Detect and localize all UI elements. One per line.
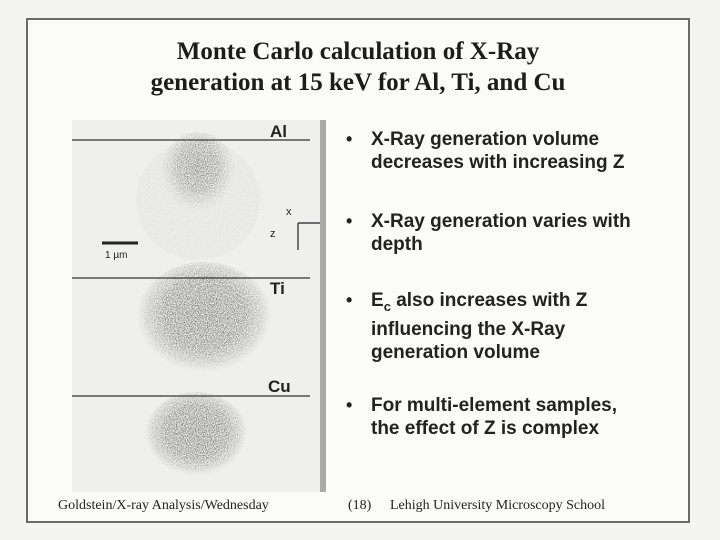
bullet-dot-icon: • [346,129,353,149]
footer-right: Lehigh University Microscopy School [390,498,606,513]
axis-x-label: x [286,206,292,218]
bullet-dot-icon: • [346,395,353,415]
title-line-1: Monte Carlo calculation of X-Ray [176,38,540,65]
bullet-dot-icon: • [346,290,353,310]
bullet-4-line-2: the effect of Z is complex [371,418,600,439]
cu-label: Cu [268,377,291,396]
scale-bar-label: 1 µm [105,250,128,261]
bullet-item [343,128,624,174]
slide [26,18,690,523]
monte-carlo-figure [72,120,326,492]
cu-generation-volume [144,392,248,480]
ec-symbol: E [371,290,384,311]
bullet-3-line-1-text: also increases with Z [390,290,588,311]
bullet-3-line-1 [371,289,587,318]
al-diffuse-halo [136,140,260,260]
ti-generation-volume [136,262,272,378]
bullet-item [343,289,587,364]
footer-page-number: (18) [348,498,372,513]
bullet-3-line-3: generation volume [371,341,540,363]
axis-z-label: z [270,228,276,240]
bullet-item [343,210,631,256]
bullet-dot-icon: • [346,211,353,231]
bullet-2-line-1: X-Ray generation varies with [371,211,631,232]
bullet-2-line-2: depth [371,234,423,255]
bullet-3-line-2: influencing the X-Ray [371,318,566,340]
footer-left: Goldstein/X-ray Analysis/Wednesday [58,498,269,513]
slide-title [28,36,688,98]
bullet-item [343,394,617,440]
al-label: Al [270,122,287,141]
bullet-4-line-1: For multi-element samples, [371,395,618,416]
ti-label: Ti [270,279,285,298]
monte-carlo-simulation-image [72,120,320,492]
bullet-1-line-1: X-Ray generation volume [371,129,600,150]
ec-subscript: c [383,298,391,314]
title-line-2: generation at 15 keV for Al, Ti, and Cu [150,69,566,96]
bullet-1-line-2: decreases with increasing Z [371,152,625,173]
